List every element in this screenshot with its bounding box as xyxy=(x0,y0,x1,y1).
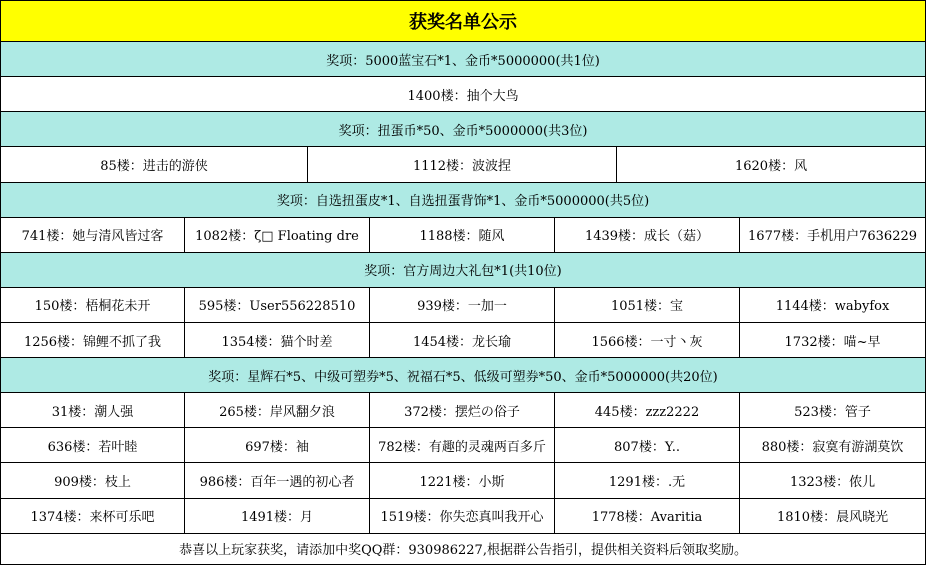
winner-cell: 1323楼：侬儿 xyxy=(740,463,926,498)
winner-cell: 595楼：User556228510 xyxy=(185,287,370,322)
winner-cell: 880楼：寂寞有游湖莫饮 xyxy=(740,428,926,463)
winner-cell: 1112楼：波波捏 xyxy=(308,147,617,182)
winner-cell: 372楼：摆烂の俗子 xyxy=(370,393,555,428)
winner-cell: 807楼：Y.. xyxy=(555,428,740,463)
winner-cell: 986楼：百年一遇的初心者 xyxy=(185,463,370,498)
winner-cell: 85楼：进击的游侠 xyxy=(1,147,308,182)
prize-header: 奖项：扭蛋币*50、金币*5000000(共3位) xyxy=(1,112,926,147)
winner-row xyxy=(1,287,926,322)
winner-row xyxy=(1,77,926,112)
prize-header-row xyxy=(1,42,926,77)
winner-row xyxy=(1,147,926,182)
winner-cell: 1491楼：月 xyxy=(185,498,370,533)
winner-cell: 1732楼：喵~早 xyxy=(740,323,926,358)
winner-cell: 1354楼：猫个时差 xyxy=(185,323,370,358)
winner-cell: 1374楼：来杯可乐吧 xyxy=(1,498,185,533)
winner-row xyxy=(1,463,926,498)
winner-cell: 1439楼：成长（菇） xyxy=(555,217,740,252)
winner-cell: 697楼：袖 xyxy=(185,428,370,463)
winner-cell: 523楼：管子 xyxy=(740,393,926,428)
winner-cell: 1400楼：抽个大鸟 xyxy=(1,77,926,112)
winner-cell: 1082楼：ζ□ Floating dre xyxy=(185,217,370,252)
winner-cell: 1519楼：你失恋真叫我开心 xyxy=(370,498,555,533)
prize-header: 奖项：自选扭蛋皮*1、自选扭蛋背饰*1、金币*5000000(共5位) xyxy=(1,182,926,217)
winner-row xyxy=(1,498,926,533)
winner-cell: 1221楼：小斯 xyxy=(370,463,555,498)
winner-cell: 150楼：梧桐花未开 xyxy=(1,287,185,322)
winner-cell: 1291楼：.无 xyxy=(555,463,740,498)
winner-cell: 1256楼：锦鲤不抓了我 xyxy=(1,323,185,358)
prize-header-row xyxy=(1,358,926,393)
winner-row xyxy=(1,393,926,428)
winner-cell: 939楼：一加一 xyxy=(370,287,555,322)
prize-header-row xyxy=(1,252,926,287)
winner-cell: 636楼：若叶睦 xyxy=(1,428,185,463)
winner-cell: 31楼：潮人强 xyxy=(1,393,185,428)
title-row xyxy=(1,1,926,42)
prize-header: 奖项：官方周边大礼包*1(共10位) xyxy=(1,252,926,287)
winner-cell: 782楼：有趣的灵魂两百多斤 xyxy=(370,428,555,463)
footer-notice: 恭喜以上玩家获奖，请添加中奖QQ群：930986227,根据群公告指引，提供相关资料后领取奖励。 xyxy=(1,533,926,564)
winner-cell: 1188楼：随风 xyxy=(370,217,555,252)
winner-cell: 1051楼：宝 xyxy=(555,287,740,322)
page-title: 获奖名单公示 xyxy=(1,1,926,42)
winner-row xyxy=(1,217,926,252)
prize-header-row xyxy=(1,112,926,147)
prize-header: 奖项：星辉石*5、中级可塑券*5、祝福石*5、低级可塑券*50、金币*5000000(共20位) xyxy=(1,358,926,393)
winner-cell: 1778楼：Avaritia xyxy=(555,498,740,533)
winner-cell: 741楼：她与清风皆过客 xyxy=(1,217,185,252)
winner-cell: 445楼：zzz2222 xyxy=(555,393,740,428)
winner-cell: 1566楼：一寸丶灰 xyxy=(555,323,740,358)
winner-row xyxy=(1,428,926,463)
prize-header-row xyxy=(1,182,926,217)
winner-cell: 1620楼：风 xyxy=(617,147,926,182)
prize-header: 奖项：5000蓝宝石*1、金币*5000000(共1位) xyxy=(1,42,926,77)
winner-cell: 909楼：枝上 xyxy=(1,463,185,498)
winner-cell: 1454楼：龙长瑜 xyxy=(370,323,555,358)
winner-cell: 265楼：岸风翻夕浪 xyxy=(185,393,370,428)
winner-cell: 1810楼：晨风晓光 xyxy=(740,498,926,533)
winner-row xyxy=(1,323,926,358)
winner-cell: 1677楼：手机用户7636229 xyxy=(740,217,926,252)
winner-cell: 1144楼：wabyfox xyxy=(740,287,926,322)
footer-row xyxy=(1,533,926,564)
